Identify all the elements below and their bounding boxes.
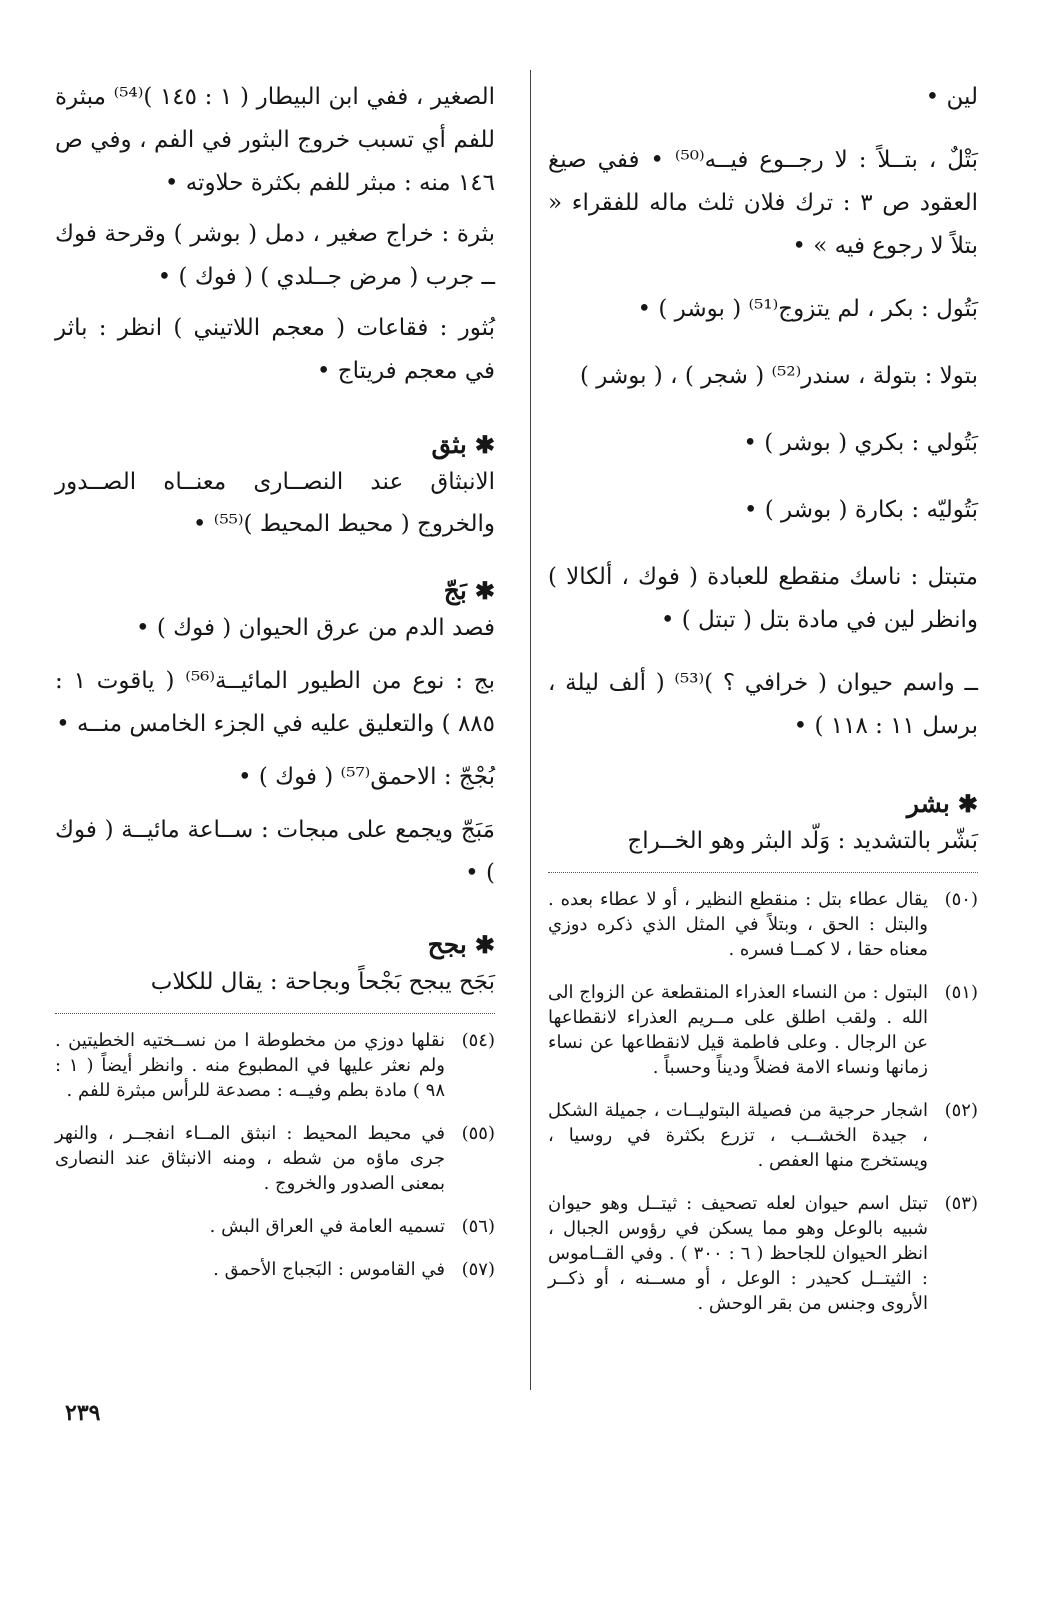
asterisk-icon: ✱ <box>957 789 978 818</box>
footnote-number: (٥٦) <box>461 1216 495 1237</box>
footnote-54 <box>55 1028 495 1103</box>
footnote-number: (٥٤) <box>461 1030 495 1051</box>
footnote-text: تبتل اسم حيوان لعله تصحيف : ثيتــل وهو حيوان شبيه بالوعل وهو مما يسكن في رؤوس الجبال ، انظر الحيوان للجاحظ ( ٦ : ٣٠٠ ) . وفي القــاموس : الثيتــل كحيدر : الوعل ، أو مســنه ، أو ذكــر الأروى وجنس من بقر الوحش . <box>548 1193 928 1314</box>
entry-mutabattil: متبتل : ناسك منقطع للعبادة ( فوك ، ألكالا ) وانظر لين في مادة بتل ( تبتل ) • <box>548 564 978 633</box>
entry-bajaha: بَجَح يبجح بَجْحاً وبجاحة : يقال للكلاب <box>150 969 495 995</box>
entry-bajj-bird: بج : نوع من الطيور المائيــة⁽⁵⁶⁾ ( ياقوت ١ : ٨٨٥ ) والتعليق عليه في الجزء الخامس منــه • <box>55 668 496 737</box>
heading-text: بجح <box>427 930 467 959</box>
heading-text: بشر <box>906 789 950 818</box>
footnote-51 <box>548 980 978 1080</box>
footnote-text: اشجار حرجية من فصيلة البتوليــات ، جميلة الشكل ، جيدة الخشــب ، تزرع بكثرة في روسيا ، ويستخرج منها العفص . <box>548 1100 928 1171</box>
footnote-55 <box>55 1121 495 1196</box>
entry-batula: بتولا : بتولة ، سندر⁽⁵²⁾ ( شجر ) ، ( بوشر ) <box>579 363 978 389</box>
footnote-number: (٥٥) <box>461 1123 495 1144</box>
entry-batl: بَتْلٌ ، بتــلاً : لا رجــوع فيــه⁽⁵⁰⁾ • ففي صيغ العقود ص ٣ : ترك فلان ثلث ماله للفقراء « بتلاً لا رجوع فيه » • <box>548 147 978 259</box>
footnote-text: يقال عطاء بتل : منقطع النظير ، أو لا عطاء بعده . والبتل : الحق ، وبتلاً في المثل الذي ذكره دوزي معناه حقا ، لا كمــا فسره . <box>548 889 928 960</box>
footnote-text: نقلها دوزي من مخطوطة ا من نســختيه الخطيتين . ولم نعثر عليها في المطبوع منه . وانظر أيضاً ( ١ : ٩٨ ) مادة بطم وفيــه : مصدعة للرأس مبثرة للفم . <box>55 1030 445 1101</box>
heading-bashr <box>548 788 978 820</box>
entry-inbithaq: الانبثاق عند النصــارى معنــاه الصــدور والخروج ( محيط المحيط )⁽⁵⁵⁾ • <box>55 469 495 537</box>
heading-text: بَجّ <box>443 576 467 605</box>
heading-bajj <box>55 575 495 607</box>
entry-buthur: بُثور : فقاعات ( معجم اللاتيني ) انظر : باثر في معجم فريتاج • <box>55 315 495 384</box>
footnote-number: (٥٢) <box>944 1100 978 1121</box>
entry-batul: بَتُول : بكر ، لم يتزوج⁽⁵¹⁾ ( بوشر ) • <box>637 296 978 322</box>
footnote-57 <box>55 1257 495 1282</box>
footnote-number: (٥٠) <box>944 889 978 910</box>
entry-batuliyya: بَتُوليّه : بكارة ( بوشر ) • <box>743 497 978 523</box>
asterisk-icon: ✱ <box>474 930 495 959</box>
footnote-number: (٥١) <box>944 982 978 1003</box>
page-number: ٢٣٩ <box>65 1400 101 1426</box>
heading-body: بَشّر بالتشديد : وَلّد البثر وهو الخــراج <box>627 828 978 854</box>
footnote-56 <box>55 1214 495 1239</box>
footnote-text: تسميه العامة في العراق البش . <box>209 1216 445 1237</box>
footnote-text: في القاموس : البَجباج الأحمق . <box>213 1259 445 1280</box>
asterisk-icon: ✱ <box>474 430 495 459</box>
asterisk-icon: ✱ <box>474 576 495 605</box>
heading-bajah <box>55 929 495 961</box>
entry-mabajj: مَبَجّ ويجمع على مبجات : ســاعة مائيــة ( فوك ) • <box>55 817 495 886</box>
footnote-text: في محيط المحيط : انبثق المــاء انفجــر ، والنهر جرى ماؤه من شطه ، ومنه الانبثاق عند النصارى بمعنى الصدور والخروج . <box>55 1123 445 1194</box>
entry-fasd: فصد الدم من عرق الحيوان ( فوك ) • <box>136 615 495 641</box>
heading-bathaq <box>55 429 495 461</box>
footnotes-divider <box>55 1013 495 1014</box>
footnote-number: (٥٣) <box>944 1193 978 1214</box>
footnote-52 <box>548 1098 978 1173</box>
right-column <box>548 76 978 1334</box>
column-divider <box>530 70 531 1390</box>
entry-animal-name: ــ واسم حيوان ( خرافي ؟ )⁽⁵³⁾ ( ألف ليلة ، برسل ١١ : ١١٨ ) • <box>548 670 978 739</box>
footnote-53 <box>548 1191 978 1316</box>
footnote-50 <box>548 887 978 962</box>
heading-text: بثق <box>431 430 467 459</box>
entry-batuli: بَتُولي : بكري ( بوشر ) • <box>743 430 978 456</box>
entry-lane: لين • <box>925 84 978 110</box>
footnote-number: (٥٧) <box>461 1259 495 1280</box>
left-column <box>55 76 495 1300</box>
entry-bujjujj: بُجْجّ : الاحمق⁽⁵⁷⁾ ( فوك ) • <box>237 764 495 790</box>
footnotes-divider <box>548 872 978 873</box>
entry-bathra: بثرة : خراج صغير ، دمل ( بوشر ) وقرحة فوك ــ جرب ( مرض جــلدي ) ( فوك ) • <box>55 221 495 290</box>
entry-saghir: الصغير ، ففي ابن البيطار ( ١ : ١٤٥ )⁽⁵⁴⁾ مبثرة للفم أي تسبب خروج البثور في الفم ، وفي ص ١٤٦ منه : مبثر للفم بكثرة حلاوته • <box>55 84 496 196</box>
footnote-text: البتول : من النساء العذراء المنقطعة عن الزواج الى الله . ولقب اطلق على مــريم العذراء لانقطاعها عن الرجال . وعلى فاطمة قيل لانقطاعها عن نساء زمانها ونساء الامة فضلاً وديناً وحسباً . <box>548 982 928 1078</box>
